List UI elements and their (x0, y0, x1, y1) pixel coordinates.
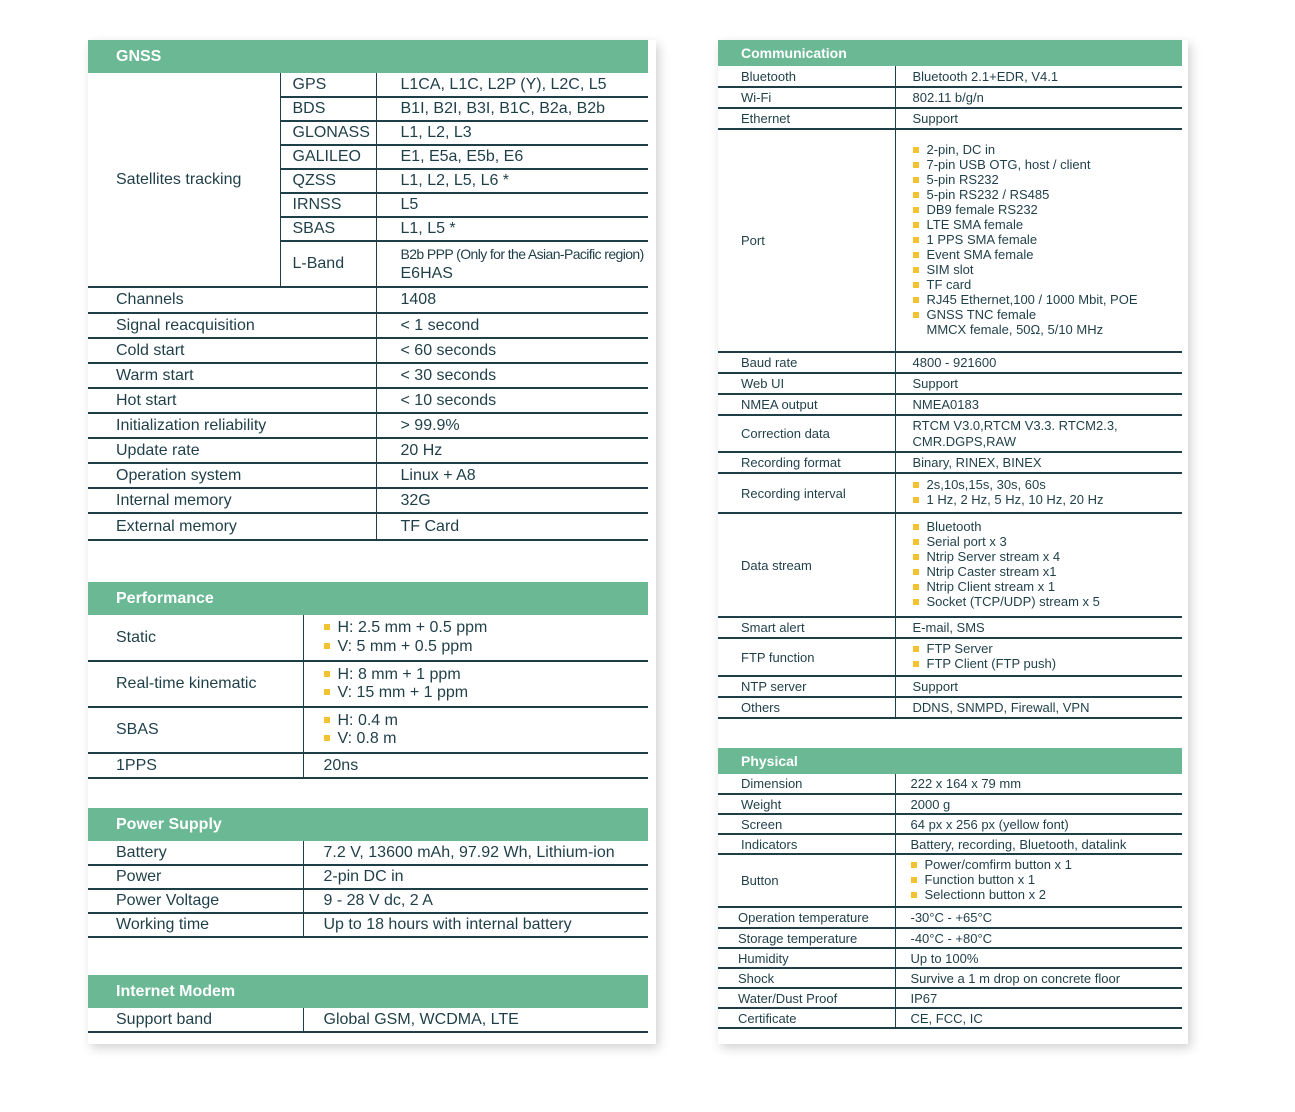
row-label: Others (718, 697, 895, 718)
satellite-name: GALILEO (280, 145, 376, 169)
row-value: 7.2 V, 13600 mAh, 97.92 Wh, Lithium-ion (303, 841, 648, 865)
row-value: IP67 (895, 988, 1182, 1008)
row-label: Wi-Fi (718, 87, 895, 108)
row-value: Linux + A8 (376, 463, 648, 488)
satellite-value: L1, L5 * (376, 217, 648, 241)
correction-line2: CMR.DGPS,RAW (912, 433, 1017, 449)
bullet-item: 7-pin USB OTG, host / client (913, 158, 1183, 173)
row-label: Recording interval (718, 473, 895, 513)
table-row (88, 488, 648, 513)
table-row (88, 288, 648, 313)
row-label: Hot start (88, 388, 376, 413)
bullet-item: 1 PPS SMA female (913, 233, 1183, 248)
row-value (895, 638, 1182, 676)
row-label: Web UI (718, 373, 895, 394)
bullet-item: TF card (913, 278, 1183, 293)
row-value (895, 854, 1182, 907)
row-label: NMEA output (718, 394, 895, 415)
row-label: FTP function (718, 638, 895, 676)
power-header: Power Supply (88, 808, 648, 841)
bullet-item: RJ45 Ethernet,100 / 1000 Mbit, POE (913, 293, 1183, 308)
table-row (718, 513, 1182, 617)
row-value: Binary, RINEX, BINEX (895, 452, 1182, 473)
table-row (718, 452, 1182, 473)
row-label: Button (718, 854, 895, 907)
row-label: Ethernet (718, 108, 895, 129)
row-value (303, 707, 648, 753)
table-row (718, 87, 1182, 108)
table-row (718, 617, 1182, 638)
bullet-item: 5-pin RS232 / RS485 (913, 188, 1183, 203)
table-row (718, 834, 1182, 854)
bullet-item: MMCX female, 50Ω, 5/10 MHz (926, 321, 1104, 337)
row-label: Operation temperature (718, 907, 895, 928)
table-row (88, 661, 648, 707)
row-value: > 99.9% (376, 413, 648, 438)
table-row (718, 473, 1182, 513)
row-label: Battery (88, 841, 303, 865)
physical-section (718, 748, 1182, 1029)
row-value (895, 473, 1182, 513)
table-row (88, 413, 648, 438)
modem-section (88, 975, 648, 1033)
table-row (88, 753, 648, 778)
bullet-item: Power/comfirm button x 1 (911, 858, 1183, 873)
row-label: Data stream (718, 513, 895, 617)
row-value: 1408 (376, 288, 648, 313)
row-label: Storage temperature (718, 928, 895, 948)
row-label: Warm start (88, 363, 376, 388)
row-label: Correction data (718, 415, 895, 452)
row-value: < 10 seconds (376, 388, 648, 413)
bullet-item: GNSS TNC female (913, 308, 1183, 323)
row-value: Up to 100% (895, 948, 1182, 968)
table-row (88, 338, 648, 363)
table-row (88, 913, 648, 937)
row-label: Signal reacquisition (88, 313, 376, 338)
table-row (88, 1008, 648, 1032)
performance-table (88, 615, 648, 779)
row-value: Global GSM, WCDMA, LTE (303, 1008, 648, 1032)
row-value: 222 x 164 x 79 mm (895, 774, 1182, 794)
bullet-item: Serial port x 3 (913, 535, 1183, 550)
row-label: 1PPS (88, 753, 303, 778)
row-label: Power Voltage (88, 889, 303, 913)
table-row (718, 968, 1182, 988)
gnss-section (88, 40, 648, 541)
table-row (718, 697, 1182, 718)
row-label: Internal memory (88, 488, 376, 513)
row-value: 64 px x 256 px (yellow font) (895, 814, 1182, 834)
table-row (88, 313, 648, 338)
table-row (718, 394, 1182, 415)
row-value: < 30 seconds (376, 363, 648, 388)
satellite-row (88, 73, 648, 97)
satellite-value: L5 (376, 193, 648, 217)
row-value: Survive a 1 m drop on concrete floor (895, 968, 1182, 988)
satellite-value: L1, L2, L3 (376, 121, 648, 145)
row-value (895, 415, 1182, 452)
row-value: 4800 - 921600 (895, 352, 1182, 373)
satellite-value: L1CA, L1C, L2P (Y), L2C, L5 (376, 73, 648, 97)
bullet-item: Bluetooth (913, 520, 1183, 535)
row-value: Support (895, 108, 1182, 129)
row-label: Working time (88, 913, 303, 937)
row-label: Recording format (718, 452, 895, 473)
satellite-name: SBAS (280, 217, 376, 241)
bullet-item: V: 0.8 m (324, 730, 649, 748)
row-value (303, 661, 648, 707)
row-label: Port (718, 129, 895, 352)
table-row (88, 513, 648, 540)
row-label: Baud rate (718, 352, 895, 373)
satellite-value: B1I, B2I, B3I, B1C, B2a, B2b (376, 97, 648, 121)
bullet-item: Socket (TCP/UDP) stream x 5 (913, 595, 1183, 610)
row-value: 32G (376, 488, 648, 513)
satellites-table (88, 73, 648, 288)
table-row (718, 988, 1182, 1008)
modem-table (88, 1008, 648, 1033)
communication-section (718, 40, 1182, 719)
row-label: Support band (88, 1008, 303, 1032)
performance-section (88, 582, 648, 779)
row-label: SBAS (88, 707, 303, 753)
performance-header: Performance (88, 582, 648, 615)
row-label: Weight (718, 794, 895, 814)
gnss-table (88, 288, 648, 541)
modem-header: Internet Modem (88, 975, 648, 1008)
bullet-item: V: 5 mm + 0.5 ppm (324, 638, 649, 656)
table-row (718, 814, 1182, 834)
bullet-item: Ntrip Server stream x 4 (913, 550, 1183, 565)
bullet-item: 1 Hz, 2 Hz, 5 Hz, 10 Hz, 20 Hz (913, 493, 1183, 508)
lband-value-line2: E6HAS (400, 265, 453, 282)
row-value: DDNS, SNMPD, Firewall, VPN (895, 697, 1182, 718)
row-value: 2000 g (895, 794, 1182, 814)
bullet-item: Selectionn button x 2 (911, 888, 1183, 903)
row-label: Certificate (718, 1008, 895, 1028)
row-label: Channels (88, 288, 376, 313)
table-row (718, 948, 1182, 968)
spec-card-right (718, 40, 1188, 1044)
row-label: Static (88, 615, 303, 661)
satellite-name: BDS (280, 97, 376, 121)
table-row (88, 615, 648, 661)
satellite-name: GPS (280, 73, 376, 97)
bullet-item: 2s,10s,15s, 30s, 60s (913, 478, 1183, 493)
row-value: Support (895, 676, 1182, 697)
power-table (88, 841, 648, 938)
communication-header: Communication (718, 40, 1182, 66)
row-value: Up to 18 hours with internal battery (303, 913, 648, 937)
row-value: -40°C - +80°C (895, 928, 1182, 948)
row-value: TF Card (376, 513, 648, 540)
bullet-item: Ntrip Client stream x 1 (913, 580, 1183, 595)
table-row (88, 363, 648, 388)
row-label: Smart alert (718, 617, 895, 638)
row-label: Screen (718, 814, 895, 834)
row-value: < 1 second (376, 313, 648, 338)
table-row (718, 907, 1182, 928)
power-section (88, 808, 648, 938)
bullet-item: LTE SMA female (913, 218, 1183, 233)
bullet-item: SIM slot (913, 263, 1183, 278)
bullet-item: V: 15 mm + 1 ppm (324, 684, 649, 702)
table-row (88, 889, 648, 913)
row-label: Water/Dust Proof (718, 988, 895, 1008)
row-value: < 60 seconds (376, 338, 648, 363)
row-value: NMEA0183 (895, 394, 1182, 415)
spec-card-left (88, 40, 656, 1044)
table-row (718, 928, 1182, 948)
row-label: Real-time kinematic (88, 661, 303, 707)
table-row (718, 108, 1182, 129)
physical-table (718, 774, 1182, 1029)
bullet-item: H: 2.5 mm + 0.5 ppm (324, 619, 649, 637)
bullet-item: 2-pin, DC in (913, 143, 1183, 158)
bullet-item: H: 8 mm + 1 ppm (324, 666, 649, 684)
satellite-value: L1, L2, L5, L6 * (376, 169, 648, 193)
row-label: Indicators (718, 834, 895, 854)
table-row (88, 841, 648, 865)
satellite-name: QZSS (280, 169, 376, 193)
row-label: Initialization reliability (88, 413, 376, 438)
table-row (718, 66, 1182, 87)
satellite-name: IRNSS (280, 193, 376, 217)
row-value: E-mail, SMS (895, 617, 1182, 638)
communication-table (718, 66, 1182, 719)
table-row (718, 676, 1182, 697)
table-row (718, 1008, 1182, 1028)
row-value: Battery, recording, Bluetooth, datalink (895, 834, 1182, 854)
row-value: CE, FCC, IC (895, 1008, 1182, 1028)
satellite-value: E1, E5a, E5b, E6 (376, 145, 648, 169)
row-value (303, 615, 648, 661)
satellite-value (376, 241, 648, 287)
table-row (88, 438, 648, 463)
table-row (718, 774, 1182, 794)
lband-value-line1: B2b PPP (Only for the Asian-Pacific region) (400, 246, 644, 262)
row-value: Support (895, 373, 1182, 394)
bullet-item: Ntrip Caster stream x1 (913, 565, 1183, 580)
row-value (895, 129, 1182, 352)
row-value: 2-pin DC in (303, 865, 648, 889)
row-value: Bluetooth 2.1+EDR, V4.1 (895, 66, 1182, 87)
gnss-header: GNSS (88, 40, 648, 73)
table-row (718, 352, 1182, 373)
row-label: External memory (88, 513, 376, 540)
satellite-name: GLONASS (280, 121, 376, 145)
table-row (88, 463, 648, 488)
bullet-item: FTP Client (FTP push) (913, 657, 1183, 672)
table-row (718, 794, 1182, 814)
bullet-item: H: 0.4 m (324, 712, 649, 730)
bullet-item: 5-pin RS232 (913, 173, 1183, 188)
row-label: Operation system (88, 463, 376, 488)
table-row (718, 373, 1182, 394)
bullet-item: FTP Server (913, 642, 1183, 657)
row-value: -30°C - +65°C (895, 907, 1182, 928)
row-label: Dimension (718, 774, 895, 794)
physical-header: Physical (718, 748, 1182, 774)
satellite-name: L-Band (280, 241, 376, 287)
correction-line1: RTCM V3.0,RTCM V3.3. RTCM2.3, (912, 417, 1118, 433)
row-label: Bluetooth (718, 66, 895, 87)
row-label: NTP server (718, 676, 895, 697)
row-value: 20 Hz (376, 438, 648, 463)
bullet-item: Event SMA female (913, 248, 1183, 263)
table-row (718, 415, 1182, 452)
satellites-tracking-label: Satellites tracking (88, 73, 280, 287)
bullet-item: DB9 female RS232 (913, 203, 1183, 218)
row-value (895, 513, 1182, 617)
row-label: Humidity (718, 948, 895, 968)
row-label: Update rate (88, 438, 376, 463)
table-row (88, 388, 648, 413)
table-row (718, 129, 1182, 352)
row-label: Shock (718, 968, 895, 988)
row-value: 20ns (303, 753, 648, 778)
row-value: 802.11 b/g/n (895, 87, 1182, 108)
table-row (88, 865, 648, 889)
table-row (88, 707, 648, 753)
table-row (718, 854, 1182, 907)
table-row (718, 638, 1182, 676)
row-label: Cold start (88, 338, 376, 363)
bullet-item: Function button x 1 (911, 873, 1183, 888)
row-label: Power (88, 865, 303, 889)
row-value: 9 - 28 V dc, 2 A (303, 889, 648, 913)
